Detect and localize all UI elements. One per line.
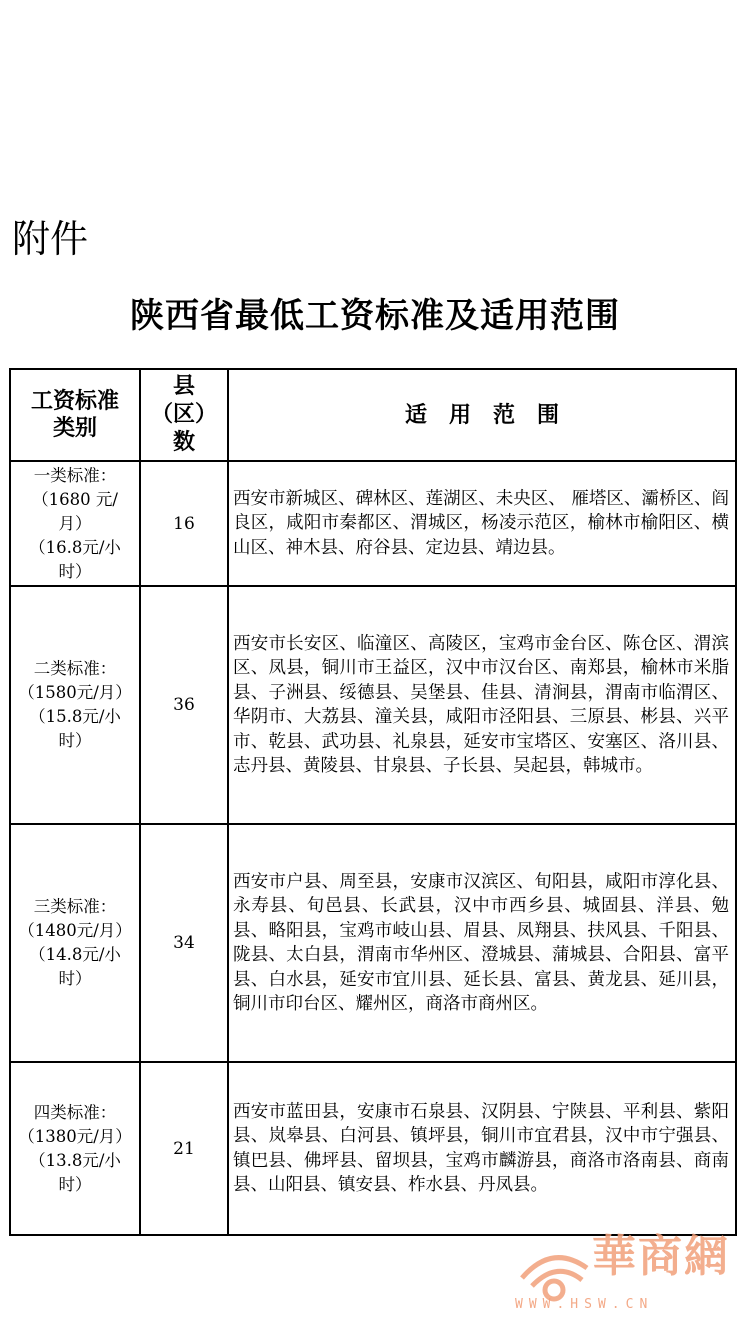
category-line: （1680 元/ xyxy=(32,489,118,509)
category-line: （15.8元/小 xyxy=(29,707,121,726)
category-line: 时） xyxy=(58,969,92,988)
category-line: 一类标准： xyxy=(33,465,117,485)
table-row xyxy=(10,1062,736,1235)
category-line: （1480元/月） xyxy=(18,921,132,940)
category-cell xyxy=(10,586,140,824)
category-cell xyxy=(10,461,140,586)
category-line: （1380元/月） xyxy=(18,1126,132,1146)
category-line: （1580元/月） xyxy=(18,683,132,702)
scope-cell: 西安市新城区、碑林区、莲湖区、未央区、 雁塔区、灞桥区、阎良区，咸阳市秦都区、渭城区，杨凌示范区，榆林市榆阳区、横山区、神木县、府谷县、定边县、靖边县。 xyxy=(228,461,736,586)
scope-cell: 西安市蓝田县，安康市石泉县、汉阴县、宁陕县、平利县、紫阳县、岚皋县、白河县、镇坪县，铜川市宜君县，汉中市宁强县、镇巴县、佛坪县、留坝县，宝鸡市麟游县，商洛市洛南县、商南县、山阳县、镇安县、柞水县、丹凤县。 xyxy=(228,1062,736,1235)
header-count-line2: （区） xyxy=(150,402,217,427)
category-line: 时） xyxy=(58,731,92,750)
category-line: 三类标准： xyxy=(33,897,117,916)
scope-cell: 西安市长安区、临潼区、高陵区，宝鸡市金台区、陈仓区、渭滨区、凤县，铜川市王益区，汉中市汉台区、南郑县，榆林市米脂县、子洲县、绥德县、吴堡县、佳县、清涧县，渭南市临渭区、华阴市、大荔县、潼关县，咸阳市泾阳县、三原县、彬县、兴平市、乾县、武功县、礼泉县，延安市宝塔区、安塞区、洛川县、志丹县、黄陵县、甘泉县、子长县、吴起县，韩城市。 xyxy=(228,586,736,824)
document-title: 陕西省最低工资标准及适用范围 xyxy=(130,296,620,336)
table-row xyxy=(10,586,736,824)
watermark-url: WWW.HSW.CN xyxy=(515,1297,654,1312)
category-line: 月） xyxy=(58,513,92,533)
attachment-label: 附件 xyxy=(12,217,89,261)
category-line: （14.8元/小 xyxy=(29,945,121,964)
category-line: （13.8元/小 xyxy=(29,1150,121,1170)
table-header-row xyxy=(10,369,736,461)
header-count-line1: 县 xyxy=(172,374,195,399)
header-count-line3: 数 xyxy=(172,430,195,455)
county-count-cell: 21 xyxy=(140,1062,228,1235)
scope-cell: 西安市户县、周至县，安康市汉滨区、旬阳县，咸阳市淳化县、永寿县、旬邑县、长武县，汉中市西乡县、城固县、洋县、勉县、略阳县，宝鸡市岐山县、眉县、凤翔县、扶风县、千阳县、陇县、太白县，渭南市华州区、澄城县、蒲城县、合阳县、富平县、白水县，延安市宜川县、延长县、富县、黄龙县、延川县，铜川市印台区、耀州区，商洛市商州区。 xyxy=(228,824,736,1062)
header-standard-category xyxy=(10,369,140,461)
header-standard-line1: 工资标准 xyxy=(30,389,119,414)
header-county-count xyxy=(140,369,228,461)
category-line: 四类标准： xyxy=(33,1102,117,1122)
table-row xyxy=(10,824,736,1062)
category-line: （16.8元/小 xyxy=(29,537,121,557)
category-line: 时） xyxy=(58,1174,92,1194)
header-scope: 适 用 范 围 xyxy=(228,369,736,461)
county-count-cell: 34 xyxy=(140,824,228,1062)
county-count-cell: 36 xyxy=(140,586,228,824)
watermark-brand: 華商網 xyxy=(592,1231,730,1282)
category-line: 时） xyxy=(58,561,92,581)
wage-standard-table xyxy=(9,368,737,1236)
category-cell xyxy=(10,824,140,1062)
table-row xyxy=(10,461,736,586)
category-cell xyxy=(10,1062,140,1235)
county-count-cell: 16 xyxy=(140,461,228,586)
header-standard-line2: 类别 xyxy=(52,416,97,441)
category-line: 二类标准： xyxy=(33,659,117,678)
